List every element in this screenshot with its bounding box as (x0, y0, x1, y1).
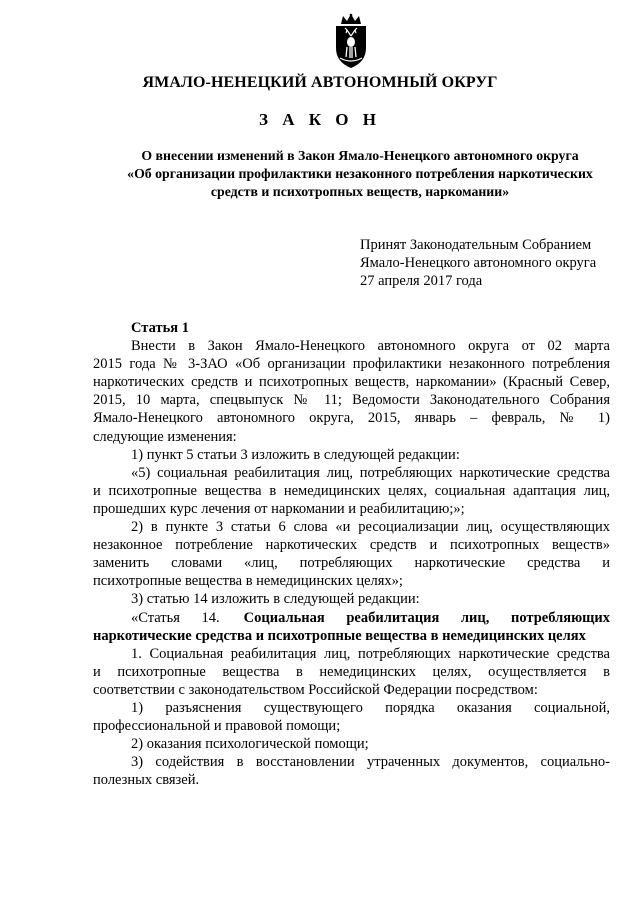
region-name: ЯМАЛО-НЕНЕЦКИЙ АВТОНОМНЫЙ ОКРУГ (142, 74, 498, 91)
paragraph-line: Внести в Закон Ямало-Ненецкого автономного округа от 02 марта (131, 338, 610, 355)
paragraph-line: 3) статью 14 изложить в следующей редакции: (131, 591, 420, 608)
article-14-number: «Статья 14. (131, 609, 220, 626)
paragraph-line: 3) содействия в восстановлении утраченных документов, социально- (131, 754, 610, 771)
paragraph-line: следующие изменения: (93, 428, 237, 445)
adoption-line: Ямало-Ненецкого автономного округа (360, 255, 597, 271)
adoption-note (360, 236, 630, 290)
paragraph-line: полезных связей. (93, 772, 200, 789)
document-type: З А К О Н (258, 110, 382, 129)
paragraph-line: 2) в пункте 3 статьи 6 слова «и ресоциализации лиц, осуществляющих (131, 519, 610, 536)
paragraph-line: психотропные вещества в немедицинских целях»; (93, 573, 403, 590)
paragraph-line: наркотических средств и психотропных веществ, наркомании» (Красный Север, (93, 374, 610, 391)
subject-line: «Об организации профилактики незаконного потребления наркотических (127, 166, 593, 181)
paragraph-line: заменить словами «лиц, потребляющих наркотические средства и (93, 555, 610, 572)
coat-of-arms-icon (331, 12, 371, 70)
adoption-date: 27 апреля 2017 года (360, 273, 483, 289)
article-14-heading (93, 609, 610, 627)
article-14-title-cont: наркотические средства и психотропные вещества в немедицинских целях (93, 627, 586, 644)
subject-line: средств и психотропных веществ, наркомании» (210, 184, 510, 199)
paragraph-line: незаконное потребление наркотических средств и психотропных веществ» (93, 537, 610, 554)
article-14-title: Социальная реабилитация лиц, потребляющих (243, 609, 610, 626)
paragraph-line: 2015 года № 3-ЗАО «Об организации профилактики незаконного потребления (93, 356, 610, 373)
article-1 (93, 319, 610, 789)
paragraph-line: прошедших курс лечения от наркомании и реабилитацию;»; (93, 500, 465, 517)
paragraph-line: 1) пункт 5 статьи 3 изложить в следующей редакции: (131, 446, 460, 463)
paragraph-line: соответствии с законодательством Российской Федерации посредством: (93, 681, 538, 698)
paragraph-line: и психотропные вещества в немедицинских целях, социальная адаптация лиц, (93, 482, 610, 499)
paragraph-line: профессиональной и правовой помощи; (93, 718, 341, 735)
subject-line: О внесении изменений в Закон Ямало-Ненецкого автономного округа (141, 148, 579, 163)
paragraph-line: 1) разъяснения существующего порядка оказания социальной, (131, 699, 610, 716)
article-title: Статья 1 (131, 320, 189, 336)
paragraph-line: «5) социальная реабилитация лиц, потребляющих наркотические средства (131, 464, 610, 481)
adoption-line: Принят Законодательным Собранием (360, 237, 592, 253)
paragraph-line: и психотропные вещества в немедицинских целях, осуществляется в (93, 663, 610, 680)
paragraph-line: Ямало-Ненецкого автономного округа, 2015, январь – февраль, № 1) (93, 410, 610, 427)
paragraph-line: 1. Социальная реабилитация лиц, потребляющих наркотические средства (131, 645, 610, 662)
paragraph-line: 2) оказания психологической помощи; (131, 736, 369, 753)
paragraph-line: 2015, 10 марта, спецвыпуск № 11; Ведомости Законодательного Собрания (93, 392, 610, 409)
law-subject (100, 147, 620, 201)
